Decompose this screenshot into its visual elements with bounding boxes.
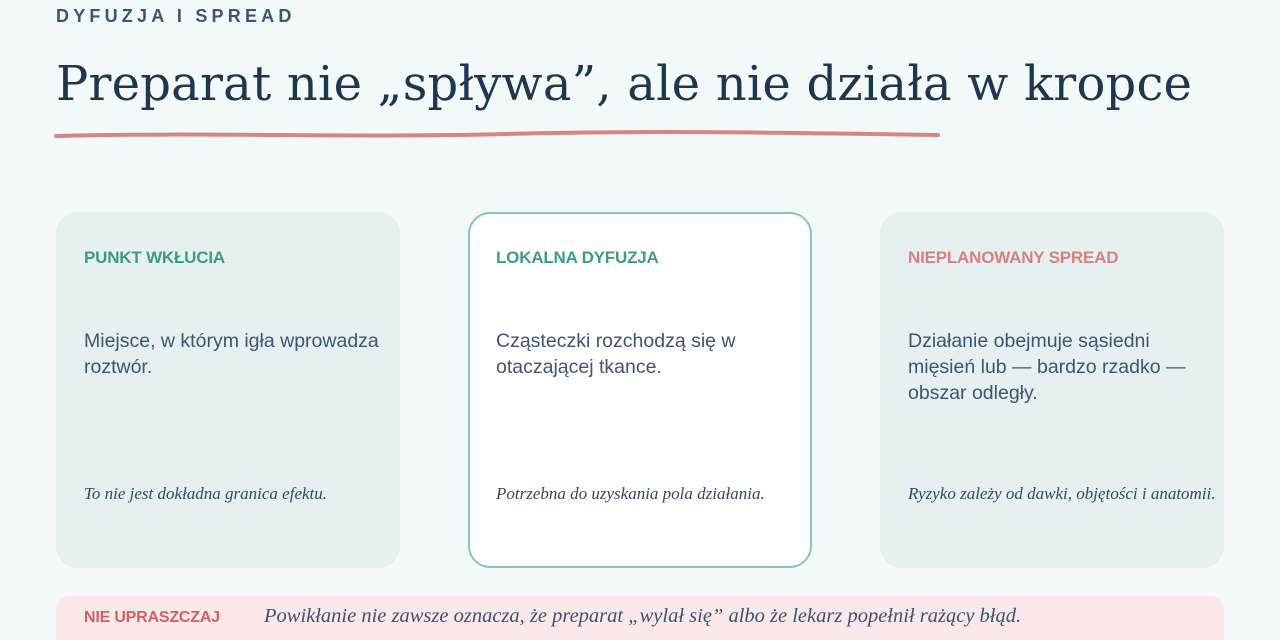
- card-body: Miejsce, w którym igła wprowadza roztwór.: [84, 330, 379, 378]
- banner-label: NIE UPRASZCZAJ: [84, 609, 220, 626]
- card-note: Potrzebna do uzyskania pola działania.: [496, 484, 765, 503]
- card-heading: LOKALNA DYFUZJA: [496, 248, 659, 267]
- card-injection-point: [56, 212, 400, 568]
- card-heading: NIEPLANOWANY SPREAD: [908, 248, 1119, 267]
- card-unplanned-spread: [880, 212, 1224, 568]
- card-body: Cząsteczki rozchodzą się w otaczającej tkance.: [496, 330, 736, 378]
- card-local-diffusion: [468, 212, 812, 568]
- warning-banner: [56, 596, 1224, 640]
- section-eyebrow: DYFUZJA I SPREAD: [56, 6, 296, 26]
- card-heading: PUNKT WKŁUCIA: [84, 248, 225, 267]
- card-note: To nie jest dokładna granica efektu.: [84, 484, 328, 503]
- banner-text: Powikłanie nie zawsze oznacza, że preparat „wylał się” albo że lekarz popełnił rażący błąd.: [264, 605, 1022, 627]
- card-note: Ryzyko zależy od dawki, objętości i anatomii.: [908, 484, 1216, 503]
- card-body: Działanie obejmuje sąsiedni mięsień lub — bardzo rzadko — obszar odległy.: [908, 330, 1186, 404]
- title-underline: [54, 128, 940, 142]
- page-title: Preparat nie „spływa”, ale nie działa w kropce: [56, 56, 1193, 112]
